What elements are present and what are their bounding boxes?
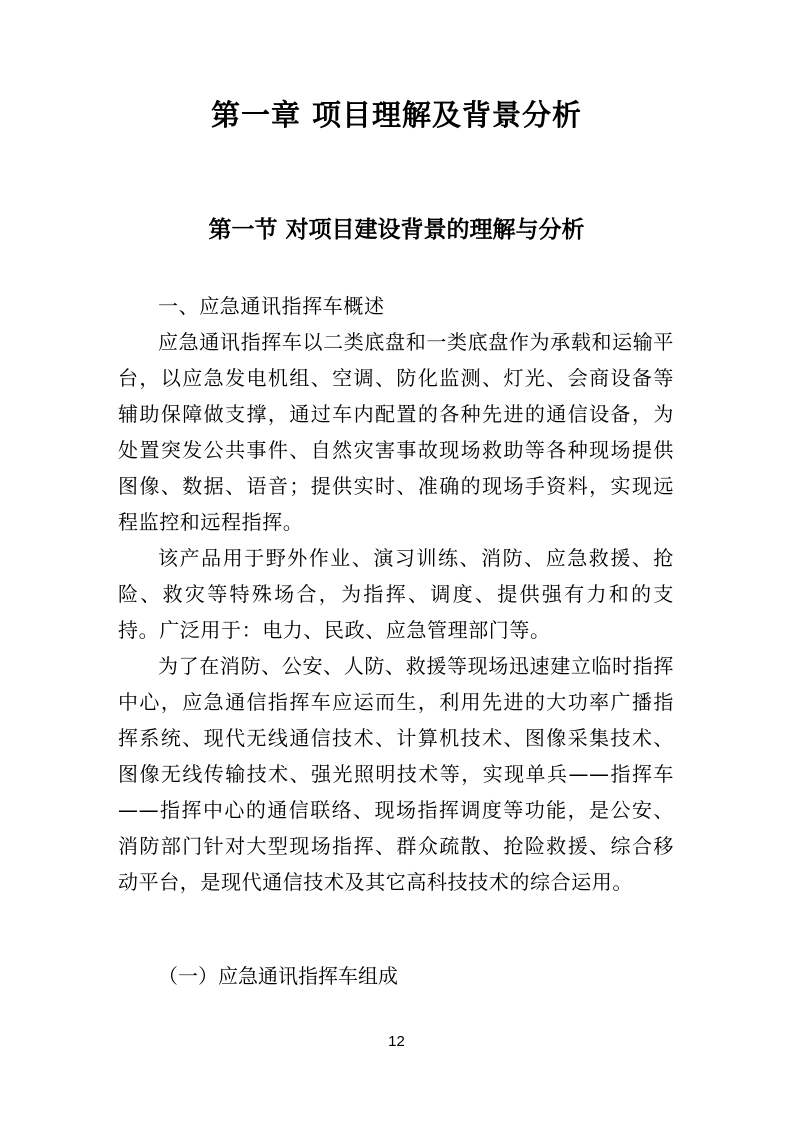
paragraph-purpose: 为了在消防、公安、人防、救援等现场迅速建立临时指挥中心，应急通信指挥车应运而生，利用先进的大功率广播指挥系统、现代无线通信技术、计算机技术、图像采集技术、图像无线传输技术、强光照明技术等，实现单兵——指挥车——指挥中心的通信联络、现场指挥调度等功能，是公安、消防部门针对大型现场指挥、群众疏散、抢险救援、综合移动平台，是现代通信技术及其它高科技技术的综合运用。 xyxy=(118,654,674,894)
sub-heading-composition: （一）应急通讯指挥车组成 xyxy=(158,964,398,988)
paragraph-usage: 该产品用于野外作业、演习训练、消防、应急救援、抢险、救灾等特殊场合，为指挥、调度、提供强有力和的支持。广泛用于：电力、民政、应急管理部门等。 xyxy=(118,546,674,642)
paragraph-intro: 应急通讯指挥车以二类底盘和一类底盘作为承载和运输平台，以应急发电机组、空调、防化监测、灯光、会商设备等辅助保障做支撑，通过车内配置的各种先进的通信设备，为处置突发公共事件、自然灾害事故现场救助等各种现场提供图像、数据、语音；提供实时、准确的现场手资料，实现远程监控和远程指挥。 xyxy=(118,330,674,534)
heading-overview: 一、应急通讯指挥车概述 xyxy=(158,294,385,318)
chapter-title: 第一章 项目理解及背景分析 xyxy=(210,98,583,132)
body-text xyxy=(118,288,674,900)
page-number: 12 xyxy=(388,1033,405,1050)
section-title: 第一节 对项目建设背景的理解与分析 xyxy=(208,217,585,243)
